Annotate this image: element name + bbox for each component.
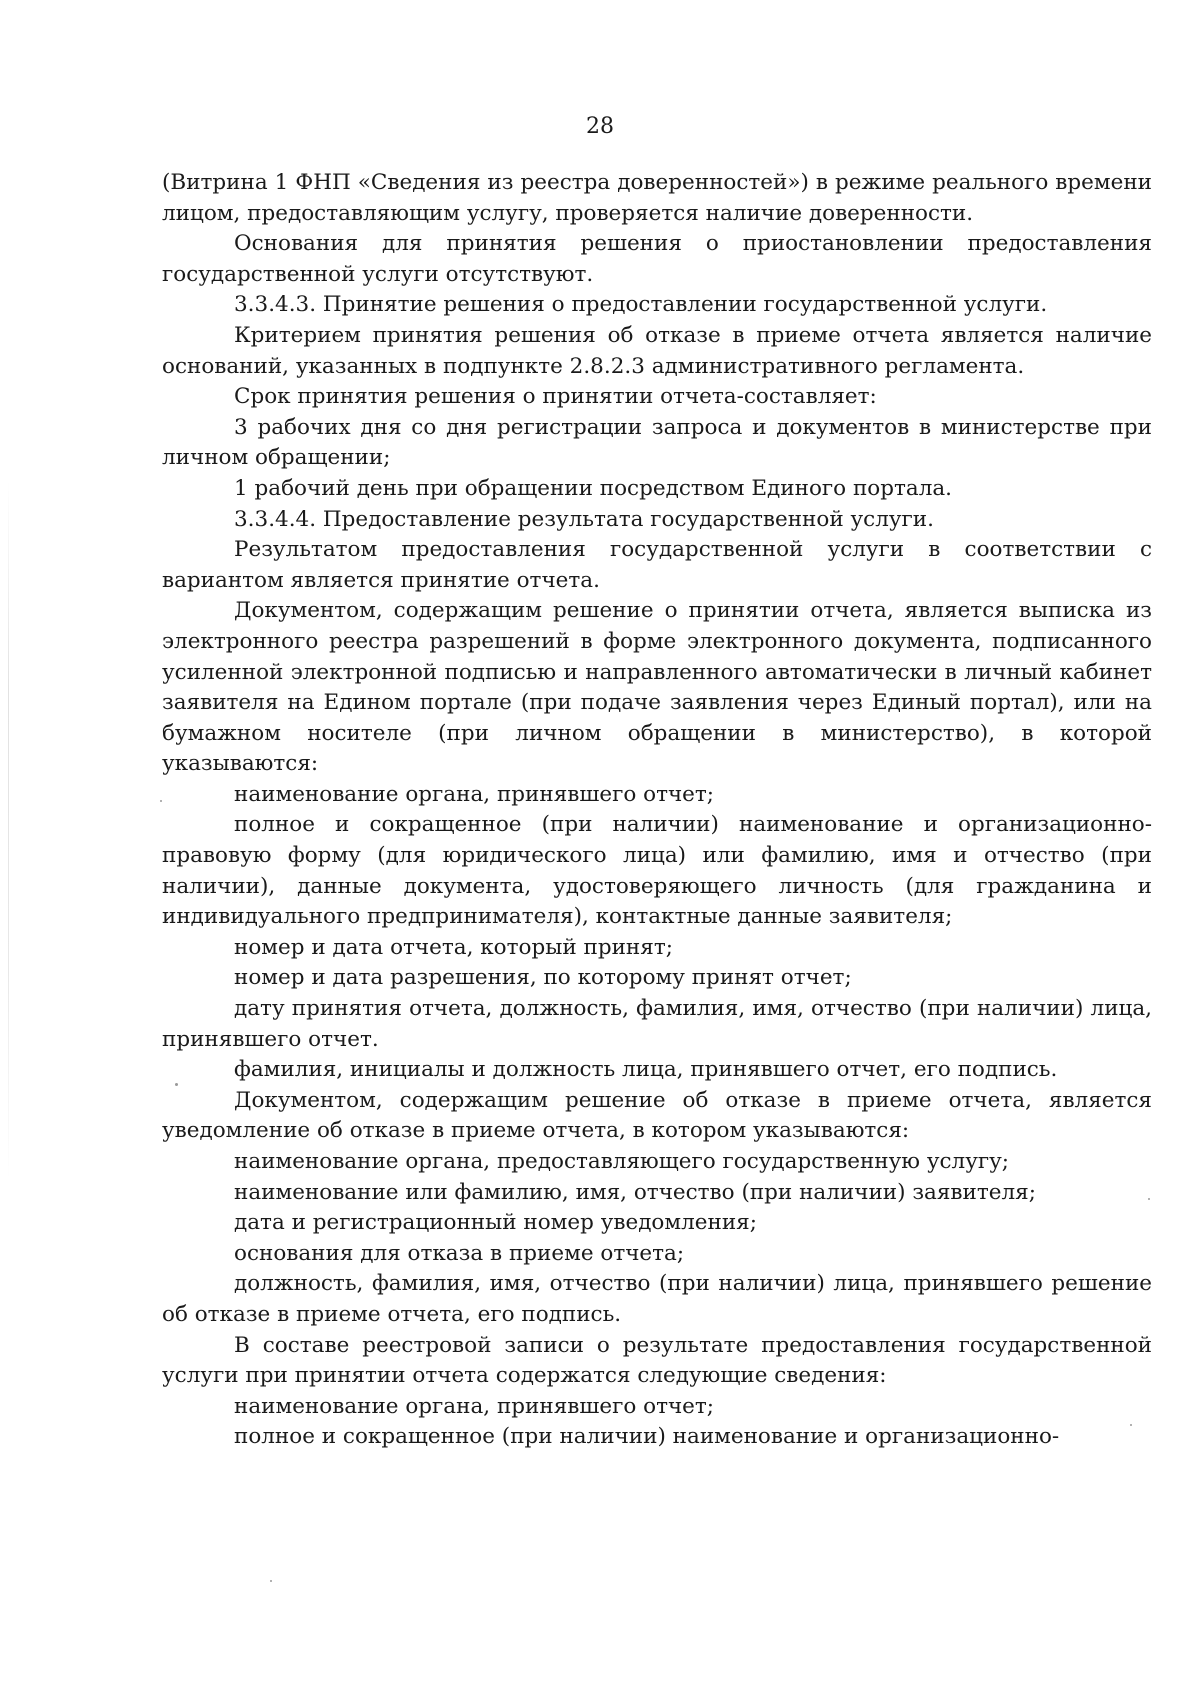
paragraph: (Витрина 1 ФНП «Сведения из реестра доверенностей») в режиме реального времени лицом, предоставляющим услугу, проверяется наличие доверенности. — [162, 170, 1152, 226]
scan-speck — [160, 800, 162, 802]
list-item: 3 рабочих дня со дня регистрации запроса и документов в министерстве при личном обращении; — [162, 414, 1152, 471]
paragraph: Результатом предоставления государственной услуги в соответствии с вариантом является принятие отчета. — [162, 537, 1152, 593]
scan-speck — [270, 1580, 272, 1582]
list-item: дата и регистрационный номер уведомления; — [234, 1210, 757, 1236]
list-item: полное и сокращенное (при наличии) наименование и организационно- — [234, 1424, 1060, 1450]
section-heading: 3.3.4.3. Принятие решения о предоставлении государственной услуги. — [234, 292, 1048, 318]
list-item: основания для отказа в приеме отчета; — [234, 1240, 685, 1266]
scan-speck — [175, 1083, 178, 1086]
paragraph: Документом, содержащим решение о принятии отчета, является выписка из электронного реестра разрешений в форме электронного документа, подписанного усиленной электронной подписью и направленного автоматически в личный кабинет заявителя на Едином портале (при подаче заявления через Единый портал), или на бумажном носителе (при личном обращении в министерство), в которой указываются: — [162, 598, 1152, 777]
list-item: 1 рабочий день при обращении посредством Единого портала. — [234, 475, 953, 501]
scan-speck — [1148, 1198, 1150, 1200]
list-item: полное и сокращенное (при наличии) наименование и организационно-правовую форму (для юридического лица) или фамилию, имя и отчество (при наличии), данные документа, удостоверяющего личность (для гражданина и индивидуального предпринимателя), контактные данные заявителя; — [162, 812, 1152, 930]
page-number: 28 — [586, 114, 614, 139]
paragraph: Срок принятия решения о принятии отчета-составляет: — [234, 384, 877, 410]
scan-speck — [1130, 1424, 1132, 1426]
paragraph: Основания для принятия решения о приостановлении предоставления государственной услуги отсутствуют. — [162, 231, 1152, 287]
paragraph: Документом, содержащим решение об отказе в приеме отчета, является уведомление об отказе в приеме отчета, в котором указываются: — [162, 1087, 1152, 1144]
list-item: наименование органа, принявшего отчет; — [234, 1393, 715, 1419]
paragraph: В составе реестровой записи о результате предоставления государственной услуги при принятии отчета содержатся следующие сведения: — [162, 1332, 1152, 1389]
document-body — [162, 168, 1152, 1453]
list-item: наименование органа, предоставляющего государственную услугу; — [234, 1149, 1009, 1174]
list-item: номер и дата отчета, который принят; — [234, 934, 673, 960]
list-item: наименование или фамилию, имя, отчество (при наличии) заявителя; — [234, 1179, 1036, 1205]
list-item: фамилия, инициалы и должность лица, принявшего отчет, его подпись. — [234, 1057, 1058, 1083]
paragraph: Критерием принятия решения об отказе в приеме отчета является наличие оснований, указанных в подпункте 2.8.2.3 административного регламента. — [162, 322, 1152, 379]
section-heading: 3.3.4.4. Предоставление результата государственной услуги. — [234, 506, 934, 532]
scan-edge-shadow — [8, 480, 9, 1180]
list-item: должность, фамилия, имя, отчество (при наличии) лица, принявшего решение об отказе в приеме отчета, его подпись. — [162, 1271, 1152, 1327]
list-item: дату принятия отчета, должность, фамилия, имя, отчество (при наличии) лица, принявшего отчет. — [162, 996, 1152, 1052]
list-item: наименование органа, принявшего отчет; — [234, 781, 715, 807]
list-item: номер и дата разрешения, по которому принят отчет; — [234, 965, 852, 991]
